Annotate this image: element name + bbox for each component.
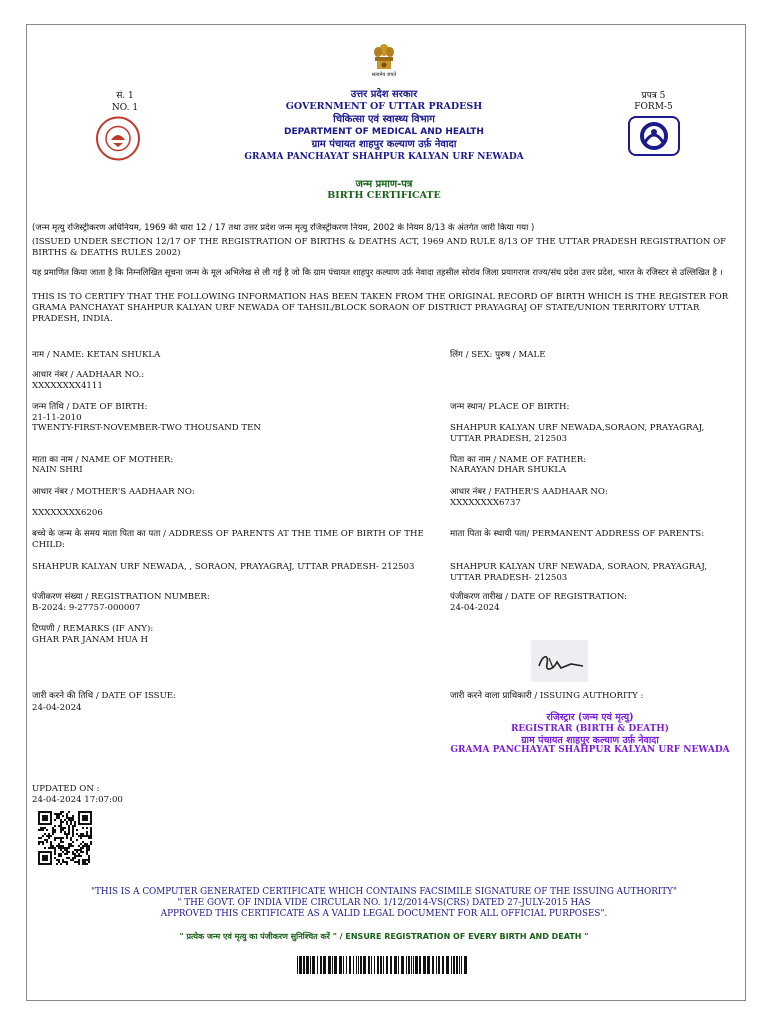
address-at-birth-label: बच्चे के जन्म के समय माता पिता का पता / ADDRESS OF PARENTS AT THE TIME OF BIRTH OF THE CHILD: [32, 529, 424, 550]
issued-under-hindi: (जन्म मृत्यु रजिस्ट्रीकरण अधिनियम, 1969 की धारा 12 / 17 तथा उत्तर प्रदेश जन्म मृत्यु रजिस्ट्रीकरण नियम, 2002 के नियम 8/13 के अंतर्गत जारी किया गया ) [32, 223, 535, 233]
registration-number-label: पंजीकरण संख्या / REGISTRATION NUMBER: [32, 592, 210, 602]
sex: लिंग / SEX: पुरुष / MALE [450, 350, 546, 360]
registration-date-value: 24-04-2024 [450, 603, 500, 613]
qr-code[interactable] [36, 811, 94, 865]
circular-note-line-1: " THE GOVT. OF INDIA VIDE CIRCULAR NO. 1/12/2014-VS(CRS) DATED 27-JULY-2015 HAS [177, 898, 591, 908]
emblem-caption: सत्यमेव जयते [371, 72, 397, 78]
mother-aadhaar-label: आधार नंबर / MOTHER'S AADHAAR NO: [32, 487, 195, 497]
permanent-address-line-2: UTTAR PRADESH- 212503 [450, 573, 568, 583]
form-type-hindi: प्रपत्र 5 [641, 91, 666, 101]
form-type: FORM-5 [634, 102, 673, 112]
updated-on-value: 24-04-2024 17:07:00 [32, 795, 123, 805]
registrar-panchayat-hindi: ग्राम पंचायत शाहपुर कल्याण उर्फ़ नेवादा [521, 735, 659, 746]
place-of-birth-label: जन्म स्थान/ PLACE OF BIRTH: [450, 402, 570, 412]
form-number-hindi: सं. 1 [116, 91, 134, 101]
state-title: GOVERNMENT OF UTTAR PRADESH [285, 101, 483, 112]
aadhaar-value: XXXXXXXX4111 [32, 381, 103, 391]
dob-value: 21-11-2010 [32, 413, 82, 423]
registrar-title-hindi: रजिस्ट्रार (जन्म एवं मृत्यु) [546, 712, 634, 723]
circular-note-line-2: APPROVED THIS CERTIFICATE AS A VALID LEGAL DOCUMENT FOR ALL OFFICIAL PURPOSES". [160, 909, 608, 919]
uttar-pradesh-seal-icon [91, 116, 145, 161]
mother-name-label: माता का नाम / NAME OF MOTHER: [32, 455, 174, 465]
panchayat-title: GRAMA PANCHAYAT SHAHPUR KALYAN URF NEWADA [244, 152, 524, 162]
certificate-border [26, 24, 746, 1001]
form-number: NO. 1 [111, 103, 139, 113]
registrar-panchayat: GRAMA PANCHAYAT SHAHPUR KALYAN URF NEWADA [450, 745, 730, 755]
issued-under: (ISSUED UNDER SECTION 12/17 OF THE REGISTRATION OF BIRTHS & DEATHS ACT, 1969 AND RULE 8/13 OF THE UTTAR PRADESH REGISTRATION OF BIRTHS & DEATHS RULES 2002) [32, 237, 727, 258]
certify-text-hindi: यह प्रमाणित किया जाता है कि निम्नलिखित सूचना जन्म के मूल अभिलेख से ली गई है जो कि ग्राम पंचायत शाहपुर कल्याण उर्फ़ नेवादा तहसील सोरांव जिला प्रयागराज राज्य/संघ प्रदेश उत्तर प्रदेश, भारत के रजिस्टर से उल्लिखित है । [32, 267, 723, 277]
place-of-birth-line-2: UTTAR PRADESH, 212503 [450, 434, 568, 444]
date-of-issue-label: जारी करने की तिथि / DATE OF ISSUE: [32, 691, 176, 701]
remarks-value: GHAR PAR JANAM HUA H [32, 635, 148, 645]
registrar-title: REGISTRAR (BIRTH & DEATH) [510, 724, 670, 734]
certificate-title: BIRTH CERTIFICATE [327, 190, 441, 201]
father-name-label: पिता का नाम / NAME OF FATHER: [450, 455, 587, 465]
department-title: DEPARTMENT OF MEDICAL AND HEALTH [284, 127, 484, 137]
address-at-birth-value: SHAHPUR KALYAN URF NEWADA, , SORAON, PRAYAGRAJ, UTTAR PRADESH- 212503 [32, 562, 415, 572]
father-name-value: NARAYAN DHAR SHUKLA [450, 465, 567, 475]
computer-generated-note: "THIS IS A COMPUTER GENERATED CERTIFICATE WHICH CONTAINS FACSIMILE SIGNATURE OF THE ISSUING AUTHORITY" [90, 887, 678, 897]
remarks-label: टिप्पणी / REMARKS (IF ANY): [32, 624, 154, 634]
certificate-title-hindi: जन्म प्रमाण-पत्र [355, 179, 413, 190]
registrar-signature [531, 640, 588, 682]
national-emblem-icon [370, 42, 398, 72]
state-title-hindi: उत्तर प्रदेश सरकार [350, 89, 418, 100]
mother-name-value: NAIN SHRI [32, 465, 83, 475]
issuing-authority-label: जारी करने वाला प्राधिकारी / ISSUING AUTHORITY : [450, 691, 644, 701]
aadhaar-label: आधार नंबर / AADHAAR NO.: [32, 370, 145, 380]
department-title-hindi: चिकित्सा एवं स्वास्थ्य विभाग [333, 114, 435, 125]
date-of-issue-value: 24-04-2024 [32, 703, 82, 713]
registration-slogan: " प्रत्येक जन्म एवं मृत्यु का पंजीकरण सुनिश्चित करें " / ENSURE REGISTRATION OF EVERY BIRTH AND DEATH " [179, 932, 589, 941]
barcode [297, 956, 471, 974]
permanent-address-label: माता पिता के स्थायी पता/ PERMANENT ADDRESS OF PARENTS: [450, 529, 705, 539]
dob-label: जन्म तिथि / DATE OF BIRTH: [32, 402, 148, 412]
place-of-birth-line-1: SHAHPUR KALYAN URF NEWADA,SORAON, PRAYAGRAJ, [450, 423, 705, 433]
father-aadhaar-label: आधार नंबर / FATHER'S AADHAAR NO: [450, 487, 608, 497]
permanent-address-line-1: SHAHPUR KALYAN URF NEWADA, SORAON, PRAYAGRAJ, [450, 562, 708, 572]
crs-logo-icon [628, 116, 680, 156]
registration-number-value: B-2024: 9-27757-000007 [32, 603, 141, 613]
panchayat-title-hindi: ग्राम पंचायत शाहपुर कल्याण उर्फ़ नेवादा [311, 139, 457, 150]
certify-text: THIS IS TO CERTIFY THAT THE FOLLOWING INFORMATION HAS BEEN TAKEN FROM THE ORIGINAL RECORD OF BIRTH WHICH IS THE REGISTER FOR GRAMA PANCHAYAT SHAHPUR KALYAN URF NEWADA OF TAHSIL/BLOCK SORAON OF DISTRICT PRAYAGRAJ OF STATE/UNION TERRITORY UTTAR PRADESH, INDIA. [32, 292, 729, 324]
updated-on-label: UPDATED ON : [32, 784, 100, 794]
dob-words: TWENTY-FIRST-NOVEMBER-TWO THOUSAND TEN [32, 423, 261, 433]
child-name: नाम / NAME: KETAN SHUKLA [32, 350, 161, 360]
registration-date-label: पंजीकरण तारीख / DATE OF REGISTRATION: [450, 592, 628, 602]
father-aadhaar-value: XXXXXXXX6737 [450, 498, 521, 508]
mother-aadhaar-value: XXXXXXXX6206 [32, 508, 103, 518]
